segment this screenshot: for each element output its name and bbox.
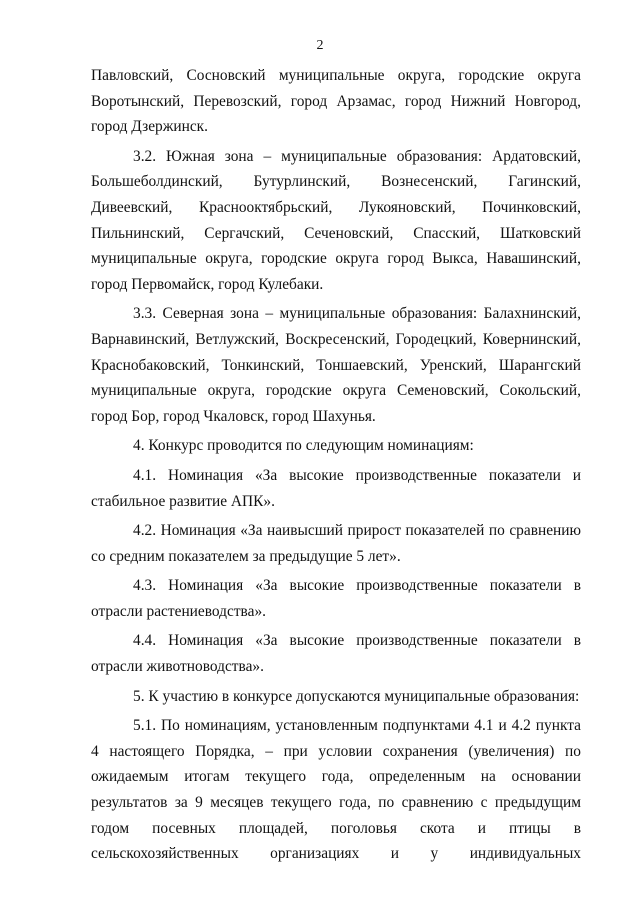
- document-body: [91, 63, 581, 867]
- paragraph-4-2: 4.2. Номинация «За наивысший прирост показателей по сравнению со средним показателем за предыдущие 5 лет».: [91, 522, 581, 565]
- paragraph-continuation: Павловский, Сосновский муниципальные округа, городские округа Воротынский, Перевозский, город Арзамас, город Нижний Новгород, город Дзержинск.: [91, 67, 581, 136]
- page-number: 2: [316, 38, 324, 53]
- paragraph-4-1: 4.1. Номинация «За высокие производственные показатели и стабильное развитие АПК».: [91, 466, 581, 510]
- paragraph-5-1: 5.1. По номинациям, установленным подпунктами 4.1 и 4.2 пункта 4 настоящего Порядка, – при условии сохранения (увеличения) по ожидаемым итогам текущего года, определенным на основании результатов за 9 месяцев текущего года, по сравнению с предыдущим годом посевных площадей, поголовья скота и птицы в сельскохозяйственных организациях и у индивидуальных: [91, 717, 581, 863]
- paragraph-3-2-south-zone: 3.2. Южная зона – муниципальные образования: Ардатовский, Большеболдинский, Бутурлинский, Вознесенский, Гагинский, Дивеевский, Краснооктябрьский, Лукояновский, Починковский, Пильнинский, Сергачский, Сеченовский, Спасский, Шатковский муниципальные округа, городские округа город Выкса, Навашинский, город Первомайск, город Кулебаки.: [91, 147, 581, 293]
- paragraph-5-admission: 5. К участию в конкурсе допускаются муниципальные образования:: [133, 687, 580, 705]
- paragraph-4-4: 4.4. Номинация «За высокие производственные показатели в отрасли животноводства».: [91, 632, 581, 676]
- paragraph-4-nominations: 4. Конкурс проводится по следующим номинациям:: [133, 437, 474, 455]
- paragraph-3-3-north-zone: 3.3. Северная зона – муниципальные образования: Балахнинский, Варнавинский, Ветлужский, Воскресенский, Городецкий, Ковернинский, Краснобаковский, Тонкинский, Тоншаевский, Уренский, Шарангский муниципальные округа, городские округа Семеновский, Сокольский, город Бор, город Чкаловск, город Шахунья.: [91, 305, 581, 425]
- paragraph-4-3: 4.3. Номинация «За высокие производственные показатели в отрасли растениеводства».: [91, 577, 581, 620]
